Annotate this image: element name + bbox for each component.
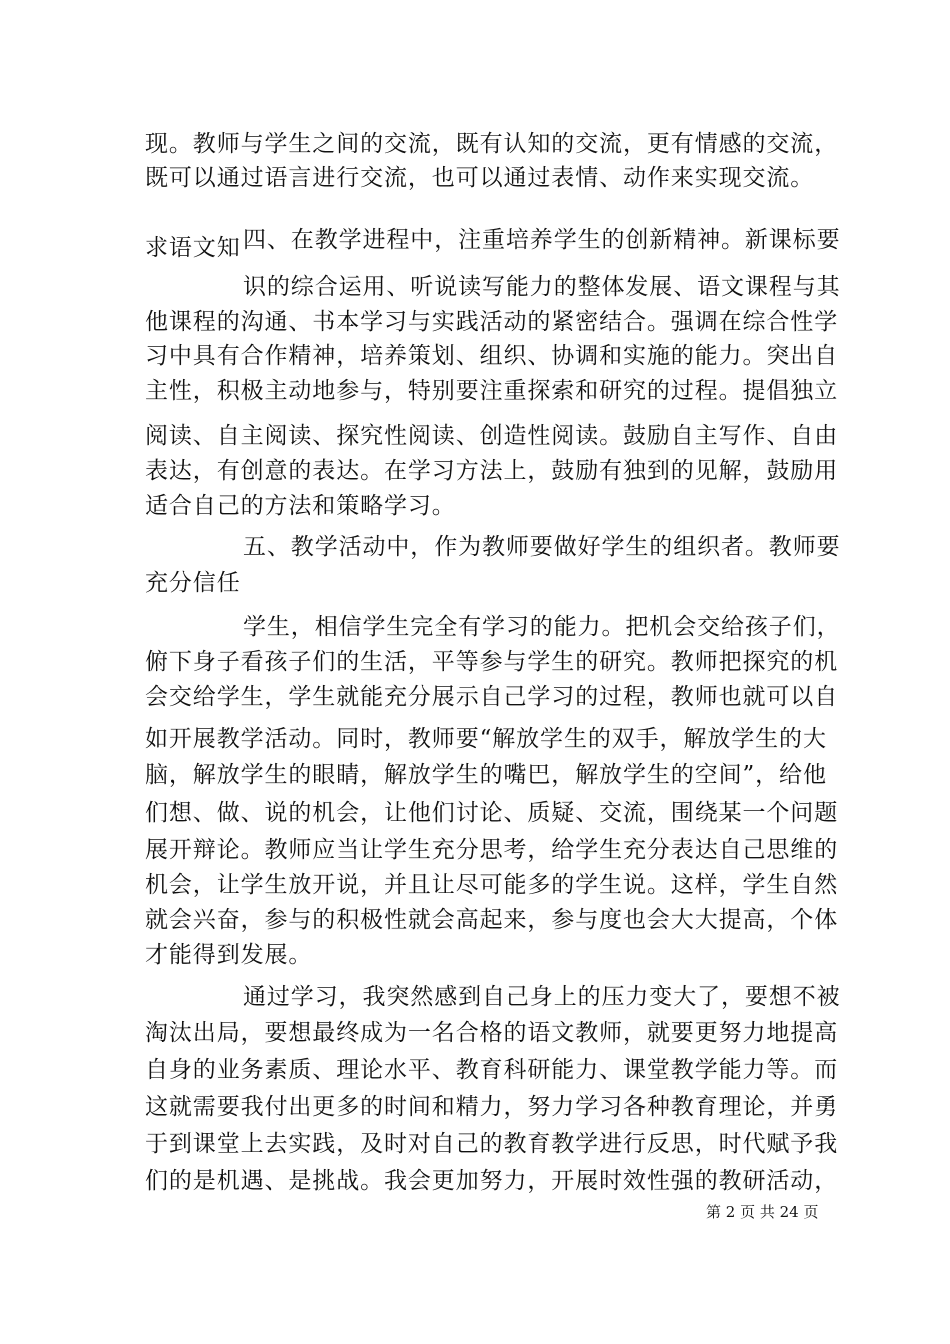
text-line: 会交给学生，学生就能充分展示自己学习的过程，教师也就可以自 <box>145 684 839 710</box>
text-line: 就会兴奋，参与的积极性就会高起来，参与度也会大大提高，个体 <box>145 907 839 933</box>
text-line: 如开展教学活动。同时，教师要“解放学生的双手，解放学生的大 <box>145 726 827 752</box>
text-line: 五、教学活动中，作为教师要做好学生的组织者。教师要 <box>243 534 841 560</box>
text-line: 四、在教学进程中，注重培养学生的创新精神。新课标要 <box>243 227 841 253</box>
text-line: 现。教师与学生之间的交流，既有认知的交流，更有情感的交流， <box>145 131 839 157</box>
text-line: 适合自己的方法和策略学习。 <box>145 493 456 519</box>
text-line: 脑，解放学生的眼睛，解放学生的嘴巴，解放学生的空间”，给他 <box>145 762 827 788</box>
text-line: 通过学习，我突然感到自己身上的压力变大了，要想不被 <box>243 984 841 1010</box>
text-line: 学生，相信学生完全有学习的能力。把机会交给孩子们， <box>243 614 841 640</box>
text-line: 俯下身子看孩子们的生活，平等参与学生的研究。教师把探究的机 <box>145 649 839 675</box>
text-line: 充分信任 <box>145 570 241 596</box>
text-line: 们想、做、说的机会，让他们讨论、质疑、交流，围绕某一个问题 <box>145 800 839 826</box>
text-line: 主性，积极主动地参与，特别要注重探索和研究的过程。提倡独立 <box>145 378 839 404</box>
text-line: 展开辩论。教师应当让学生充分思考，给学生充分表达自己思维的 <box>145 837 839 863</box>
text-line: 识的综合运用、听说读写能力的整体发展、语文课程与其 <box>243 274 841 300</box>
text-line: 淘汰出局，要想最终成为一名合格的语文教师，就要更努力地提高 <box>145 1020 839 1046</box>
text-line: 他课程的沟通、书本学习与实践活动的紧密结合。强调在综合性学 <box>145 309 839 335</box>
text-line: 求语文知 <box>145 235 241 261</box>
text-line: 自身的业务素质、理论水平、教育科研能力、课堂教学能力等。而 <box>145 1057 839 1083</box>
text-line: 这就需要我付出更多的时间和精力，努力学习各种教育理论，并勇 <box>145 1094 839 1120</box>
text-line: 既可以通过语言进行交流，也可以通过表情、动作来实现交流。 <box>145 165 815 191</box>
text-line: 才能得到发展。 <box>145 942 313 968</box>
text-line: 机会，让学生放开说，并且让尽可能多的学生说。这样，学生自然 <box>145 872 839 898</box>
text-line: 于到课堂上去实践，及时对自己的教育教学进行反思，时代赋予我 <box>145 1131 839 1157</box>
text-line: 们的是机遇、是挑战。我会更加努力，开展时效性强的教研活动， <box>145 1168 839 1194</box>
text-line: 表达，有创意的表达。在学习方法上，鼓励有独到的见解，鼓励用 <box>145 458 839 484</box>
text-line: 习中具有合作精神，培养策划、组织、协调和实施的能力。突出自 <box>145 343 839 369</box>
text-line: 阅读、自主阅读、探究性阅读、创造性阅读。鼓励自主写作、自由 <box>145 423 839 449</box>
page-number-footer: 第 2 页 共 24 页 <box>706 1203 819 1221</box>
